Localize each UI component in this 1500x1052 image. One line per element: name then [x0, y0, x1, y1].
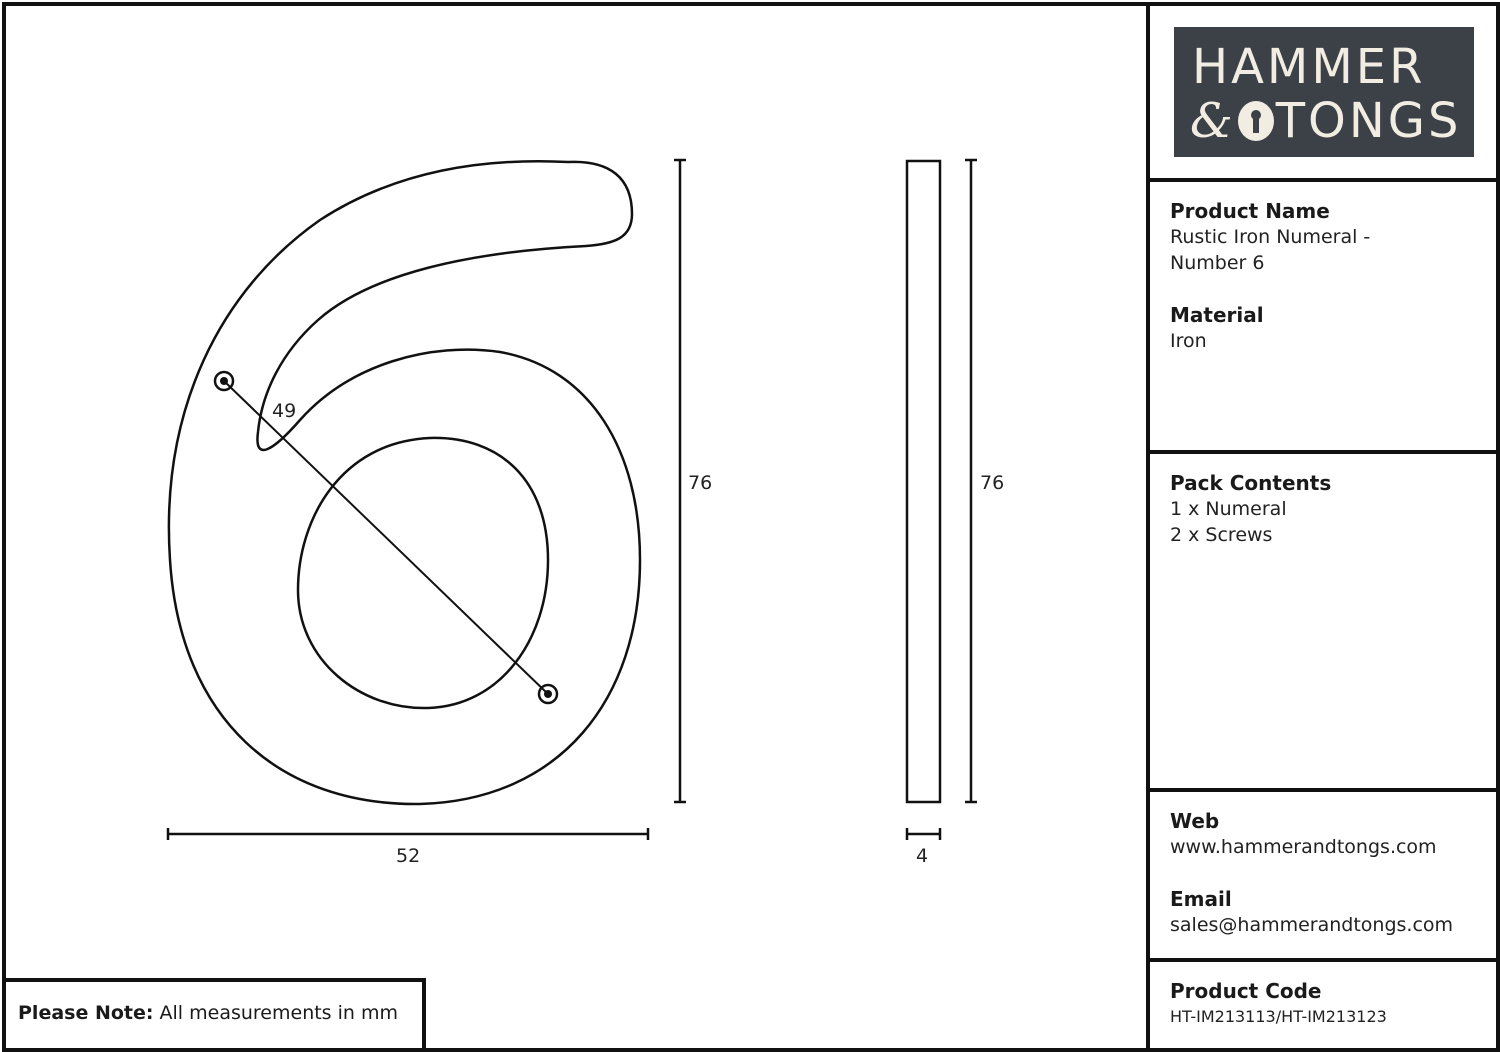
hole-spacing-label: 49 [272, 400, 297, 422]
logo-line1: HAMMER [1192, 39, 1426, 95]
pack-contents-label: Pack Contents [1170, 471, 1332, 495]
pack-item: 1 x Numeral [1170, 498, 1287, 520]
note-label: Please Note: [18, 1002, 154, 1024]
product-code-label: Product Code [1170, 979, 1322, 1003]
product-code-panel [1150, 962, 1500, 1049]
contact-panel [1150, 792, 1500, 962]
email-link[interactable]: sales@hammerandtongs.com [1170, 914, 1454, 936]
side-height-label: 76 [980, 472, 1005, 494]
email-label: Email [1170, 887, 1232, 911]
note-text: All measurements in mm [159, 1002, 398, 1024]
logo-line2 [1190, 93, 1462, 149]
pack-contents-panel [1150, 454, 1500, 792]
keyhole-icon [1238, 101, 1274, 141]
web-label: Web [1170, 809, 1220, 833]
front-height-label: 76 [688, 472, 713, 494]
hole-spacing-line [224, 381, 548, 694]
screw-hole-bottom-center [544, 690, 552, 698]
material-label: Material [1170, 303, 1264, 327]
web-link[interactable]: www.hammerandtongs.com [1170, 836, 1437, 858]
logo-line2-text: TONGS [1275, 93, 1462, 149]
front-width-label: 52 [396, 845, 421, 867]
product-name-value-line1: Rustic Iron Numeral - [1170, 226, 1371, 248]
side-view-profile [907, 161, 940, 802]
brand-logo [1174, 27, 1474, 157]
logo-panel [1150, 2, 1500, 182]
side-depth-label: 4 [916, 845, 929, 867]
screw-hole-top-center [220, 377, 228, 385]
logo-ampersand: & [1190, 93, 1236, 149]
info-sidebar [1146, 2, 1500, 1049]
product-name-label: Product Name [1170, 199, 1330, 223]
pack-item: 2 x Screws [1170, 524, 1273, 546]
product-name-value-line2: Number 6 [1170, 252, 1265, 274]
material-value: Iron [1170, 330, 1207, 352]
product-info-panel [1150, 182, 1500, 454]
measurement-note [2, 978, 426, 1048]
product-code-value: HT-IM213113/HT-IM213123 [1170, 1007, 1387, 1026]
